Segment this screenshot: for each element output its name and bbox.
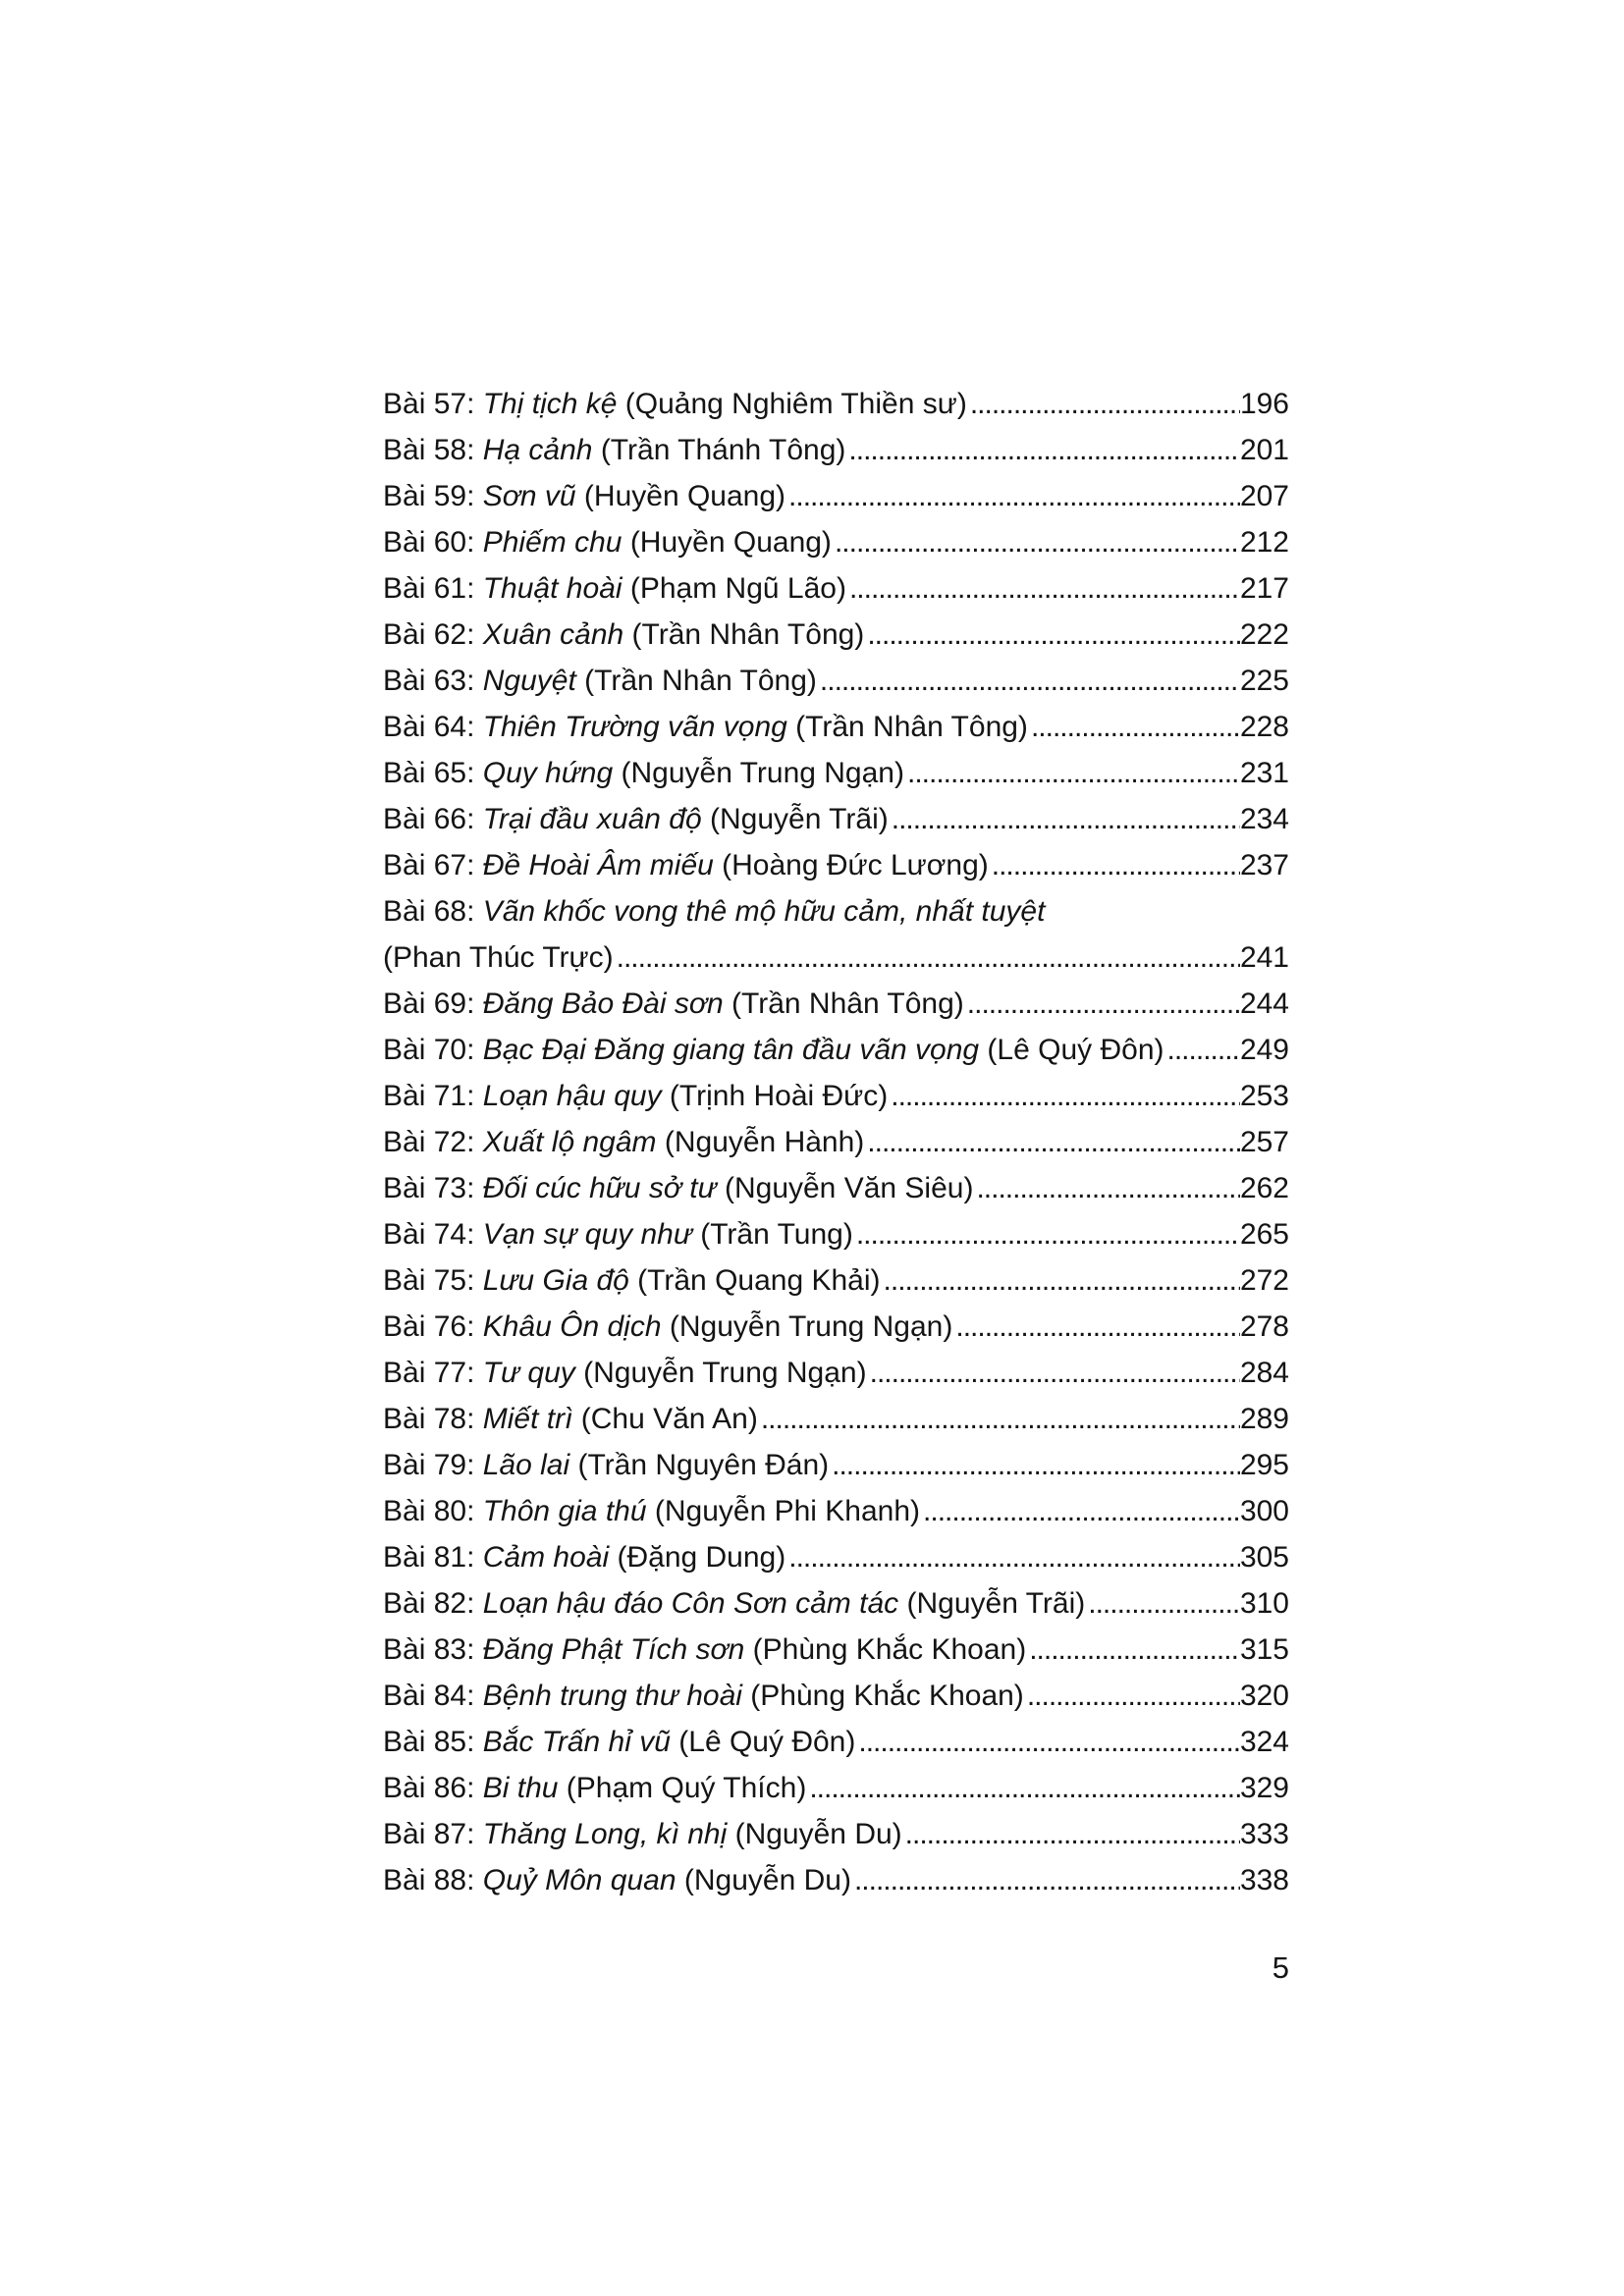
toc-entry-label (383, 1211, 853, 1257)
toc-entry-label (383, 1165, 973, 1211)
toc-page-number: 338 (1239, 1864, 1289, 1896)
entry-title: Đối cúc hữu sở tư (482, 1172, 717, 1204)
toc-entry-label (383, 658, 817, 704)
toc-entry-75 (383, 1257, 1289, 1304)
entry-title: Bệnh trung thư hoài (482, 1680, 742, 1712)
toc-entry-label (383, 934, 614, 981)
dot-leader (614, 934, 1240, 981)
entry-prefix: Bài 57: (383, 388, 483, 420)
dot-leader (806, 1765, 1240, 1811)
entry-author: (Trần Nguyên Đán) (569, 1449, 830, 1481)
entry-title: Quy hứng (482, 757, 614, 789)
toc-entry-label (383, 1488, 920, 1534)
toc-entry-83 (383, 1627, 1289, 1673)
entry-title: Vạn sự quy như (482, 1218, 692, 1251)
dot-leader (989, 842, 1240, 888)
entry-title: Loạn hậu quy (482, 1080, 662, 1112)
entry-prefix: Bài 84: (383, 1680, 483, 1712)
toc-page-number: 329 (1239, 1772, 1289, 1804)
toc-entry-69 (383, 981, 1289, 1027)
entry-author: (Phùng Khắc Khoan) (741, 1680, 1024, 1712)
toc-entry-label (383, 519, 832, 565)
toc-entry-64 (383, 704, 1289, 750)
toc-page-number: 228 (1239, 711, 1289, 743)
entry-prefix: Bài 69: (383, 988, 483, 1020)
entry-prefix: Bài 85: (383, 1726, 483, 1758)
entry-title: Xuân cảnh (482, 618, 624, 651)
entry-author: (Phan Thúc Trực) (383, 941, 614, 974)
toc-entry-label (383, 1719, 855, 1765)
dot-leader (920, 1488, 1240, 1534)
toc-entry-label (383, 565, 846, 612)
dot-leader (864, 1119, 1240, 1165)
toc-page-number: 262 (1239, 1172, 1289, 1204)
entry-title: Đăng Bảo Đài sơn (482, 988, 724, 1020)
toc-entry-88 (383, 1857, 1289, 1903)
entry-prefix: Bài 66: (383, 803, 483, 835)
entry-author: (Nguyễn Trung Ngạn) (574, 1357, 867, 1389)
toc-entry-label (383, 1857, 851, 1903)
entry-prefix: Bài 61: (383, 572, 483, 605)
toc-page-number: 234 (1239, 803, 1289, 835)
toc-page-number: 244 (1239, 988, 1289, 1020)
toc-entry-74 (383, 1211, 1289, 1257)
toc-entry-label (383, 981, 964, 1027)
entry-author: (Nguyễn Trãi) (898, 1587, 1086, 1620)
toc-entry-70 (383, 1027, 1289, 1073)
toc-page-number: 310 (1239, 1587, 1289, 1620)
entry-title: Bắc Trấn hỉ vũ (482, 1726, 671, 1758)
toc-entry-label (383, 1350, 867, 1396)
entry-author: (Đặng Dung) (609, 1541, 786, 1574)
toc-entry-label (383, 888, 1045, 934)
dot-leader (855, 1719, 1240, 1765)
toc-page-number: 241 (1239, 941, 1289, 974)
entry-prefix: Bài 59: (383, 480, 483, 512)
dot-leader (1164, 1027, 1240, 1073)
toc-entry-label (383, 704, 1028, 750)
toc-entry-82 (383, 1580, 1289, 1627)
entry-author: (Phạm Quý Thích) (558, 1772, 807, 1804)
toc-page-number: 315 (1239, 1633, 1289, 1666)
entry-title: Miết trì (482, 1403, 573, 1435)
toc-entry-label (383, 1580, 1085, 1627)
toc-page-number: 225 (1239, 665, 1289, 697)
entry-title: Thuật hoài (482, 572, 623, 605)
dot-leader (888, 1073, 1240, 1119)
entry-prefix: Bài 82: (383, 1587, 483, 1620)
dot-leader (785, 1534, 1240, 1580)
entry-prefix: Bài 78: (383, 1403, 483, 1435)
entry-prefix: Bài 79: (383, 1449, 483, 1481)
toc-entry-65 (383, 750, 1289, 796)
toc-entry-58 (383, 427, 1289, 473)
entry-title: Phiếm chu (482, 526, 623, 559)
entry-title: Cảm hoài (482, 1541, 610, 1574)
dot-leader (864, 612, 1240, 658)
toc-entry-label (383, 1396, 758, 1442)
toc-entry-label (383, 1811, 902, 1857)
entry-prefix: Bài 77: (383, 1357, 483, 1389)
dot-leader (1026, 1627, 1240, 1673)
entry-title: Xuất lộ ngâm (482, 1126, 657, 1158)
entry-title: Trại đầu xuân độ (482, 803, 702, 835)
dot-leader (1024, 1673, 1240, 1719)
entry-prefix: Bài 64: (383, 711, 483, 743)
entry-title: Quỷ Môn quan (482, 1864, 677, 1896)
toc-entry-label (383, 1673, 1024, 1719)
entry-author: (Trần Nhân Tông) (575, 665, 817, 697)
entry-prefix: Bài 83: (383, 1633, 483, 1666)
entry-author: (Nguyễn Phi Khanh) (646, 1495, 921, 1527)
entry-title: Khâu Ôn dịch (482, 1310, 662, 1343)
toc-entry-label (383, 1765, 806, 1811)
entry-title: Lão lai (482, 1449, 570, 1481)
toc-entry-label (383, 612, 864, 658)
toc-entry-68-line2 (383, 934, 1289, 981)
entry-author: (Trần Nhân Tông) (723, 988, 964, 1020)
dot-leader (904, 750, 1240, 796)
toc-entry-63 (383, 658, 1289, 704)
dot-leader (1028, 704, 1240, 750)
toc-entry-80 (383, 1488, 1289, 1534)
toc-entry-71 (383, 1073, 1289, 1119)
toc-entry-77 (383, 1350, 1289, 1396)
dot-leader (973, 1165, 1239, 1211)
toc-entry-label (383, 427, 845, 473)
entry-author: (Trần Tung) (691, 1218, 853, 1251)
toc-entry-86 (383, 1765, 1289, 1811)
entry-prefix: Bài 58: (383, 434, 483, 466)
entry-author: (Nguyễn Hành) (656, 1126, 865, 1158)
toc-page-number: 272 (1239, 1264, 1289, 1297)
toc-entry-78 (383, 1396, 1289, 1442)
dot-leader (851, 1857, 1240, 1903)
toc-page-number: 212 (1239, 526, 1289, 559)
toc-entry-87 (383, 1811, 1289, 1857)
toc-page-number: 300 (1239, 1495, 1289, 1527)
dot-leader (967, 381, 1240, 427)
folio-page-number: 5 (1272, 1950, 1289, 1985)
toc-entry-73 (383, 1165, 1289, 1211)
entry-author: (Nguyễn Văn Siêu) (716, 1172, 974, 1204)
entry-author: (Nguyễn Du) (676, 1864, 851, 1896)
toc-page-number: 284 (1239, 1357, 1289, 1389)
toc-page-number: 237 (1239, 849, 1289, 881)
toc-page-number: 324 (1239, 1726, 1289, 1758)
entry-prefix: Bài 72: (383, 1126, 483, 1158)
dot-leader (846, 565, 1240, 612)
dot-leader (889, 796, 1240, 842)
entry-author: (Nguyễn Trãi) (701, 803, 889, 835)
toc-page-number: 231 (1239, 757, 1289, 789)
entry-author: (Trần Quang Khải) (628, 1264, 881, 1297)
toc-entry-81 (383, 1534, 1289, 1580)
toc-entry-label (383, 1627, 1026, 1673)
toc-entry-60 (383, 519, 1289, 565)
entry-prefix: Bài 70: (383, 1034, 483, 1066)
entry-author: (Hoàng Đức Lương) (713, 849, 989, 881)
toc-page-number: 333 (1239, 1818, 1289, 1850)
toc-entry-label (383, 1304, 952, 1350)
entry-title: Tư quy (482, 1357, 575, 1389)
dot-leader (853, 1211, 1240, 1257)
toc-entry-label (383, 796, 889, 842)
entry-prefix: Bài 60: (383, 526, 483, 559)
entry-author: (Nguyễn Du) (727, 1818, 902, 1850)
toc-page-number: 207 (1239, 480, 1289, 512)
toc-entry-61 (383, 565, 1289, 612)
toc-page-number: 222 (1239, 618, 1289, 651)
entry-prefix: Bài 67: (383, 849, 483, 881)
entry-author: (Nguyễn Trung Ngạn) (613, 757, 904, 789)
entry-title: Thăng Long, kì nhị (482, 1818, 728, 1850)
toc-entry-66 (383, 796, 1289, 842)
entry-author: (Huyền Quang) (622, 526, 832, 559)
toc-entry-label (383, 1534, 785, 1580)
toc-entry-label (383, 473, 785, 519)
toc-page-number: 278 (1239, 1310, 1289, 1343)
toc-entry-67 (383, 842, 1289, 888)
toc-page-number: 217 (1239, 572, 1289, 605)
toc-entry-72 (383, 1119, 1289, 1165)
toc-entry-85 (383, 1719, 1289, 1765)
toc-entry-label (383, 750, 904, 796)
entry-author: (Huyền Quang) (575, 480, 786, 512)
dot-leader (817, 658, 1240, 704)
toc-entry-label (383, 1442, 829, 1488)
entry-prefix: Bài 87: (383, 1818, 483, 1850)
entry-author: (Trần Nhân Tông) (623, 618, 865, 651)
toc-entry-label (383, 1119, 864, 1165)
entry-title: Sơn vũ (482, 480, 576, 512)
toc-entry-68-line1 (383, 888, 1289, 934)
entry-title: Đăng Phật Tích sơn (482, 1633, 745, 1666)
entry-prefix: Bài 76: (383, 1310, 483, 1343)
dot-leader (829, 1442, 1240, 1488)
dot-leader (832, 519, 1240, 565)
toc-entry-label (383, 1073, 888, 1119)
entry-prefix: Bài 68: (383, 895, 483, 928)
entry-prefix: Bài 65: (383, 757, 483, 789)
entry-author: (Phạm Ngũ Lão) (622, 572, 846, 605)
toc-entry-79 (383, 1442, 1289, 1488)
toc-entry-62 (383, 612, 1289, 658)
table-of-contents (383, 381, 1289, 1903)
dot-leader (785, 473, 1240, 519)
entry-prefix: Bài 62: (383, 618, 483, 651)
entry-prefix: Bài 86: (383, 1772, 483, 1804)
entry-author: (Quảng Nghiêm Thiền sư) (617, 388, 967, 420)
dot-leader (867, 1350, 1240, 1396)
toc-page-number: 265 (1239, 1218, 1289, 1251)
entry-title: Bi thu (482, 1772, 559, 1804)
toc-page-number: 253 (1239, 1080, 1289, 1112)
toc-entry-label (383, 1257, 881, 1304)
entry-title: Đề Hoài Âm miếu (482, 849, 714, 881)
entry-prefix: Bài 63: (383, 665, 483, 697)
entry-title: Thiên Trường vãn vọng (482, 711, 787, 743)
toc-entry-label (383, 842, 989, 888)
entry-author: (Nguyễn Trung Ngạn) (661, 1310, 953, 1343)
toc-entry-label (383, 381, 967, 427)
entry-author: (Chu Văn An) (572, 1403, 758, 1435)
dot-leader (881, 1257, 1240, 1304)
toc-page-number: 196 (1239, 388, 1289, 420)
dot-leader (964, 981, 1240, 1027)
entry-author: (Phùng Khắc Khoan) (744, 1633, 1027, 1666)
dot-leader (758, 1396, 1240, 1442)
toc-entry-84 (383, 1673, 1289, 1719)
toc-page-number: 201 (1239, 434, 1289, 466)
entry-title: Vãn khốc vong thê mộ hữu cảm, nhất tuyệt (482, 895, 1046, 928)
entry-prefix: Bài 75: (383, 1264, 483, 1297)
dot-leader (845, 427, 1240, 473)
toc-page-number: 320 (1239, 1680, 1289, 1712)
entry-prefix: Bài 80: (383, 1495, 483, 1527)
entry-author: (Lê Quý Đôn) (670, 1726, 856, 1758)
entry-title: Thôn gia thú (482, 1495, 647, 1527)
entry-title: Hạ cảnh (482, 434, 593, 466)
entry-author: (Trần Nhân Tông) (786, 711, 1028, 743)
entry-author: (Trần Thánh Tông) (592, 434, 846, 466)
dot-leader (1085, 1580, 1240, 1627)
toc-entry-59 (383, 473, 1289, 519)
toc-page-number: 289 (1239, 1403, 1289, 1435)
entry-author: (Trịnh Hoài Đức) (661, 1080, 889, 1112)
entry-title: Bạc Đại Đăng giang tân đầu vãn vọng (482, 1034, 980, 1066)
toc-entry-76 (383, 1304, 1289, 1350)
toc-page-number: 305 (1239, 1541, 1289, 1574)
entry-title: Thị tịch kệ (482, 388, 618, 420)
entry-title: Lưu Gia độ (482, 1264, 629, 1297)
entry-prefix: Bài 88: (383, 1864, 483, 1896)
toc-page-number: 257 (1239, 1126, 1289, 1158)
toc-page-number: 249 (1239, 1034, 1289, 1066)
toc-page-number: 295 (1239, 1449, 1289, 1481)
entry-title: Loạn hậu đáo Côn Sơn cảm tác (482, 1587, 899, 1620)
toc-entry-label (383, 1027, 1164, 1073)
dot-leader (952, 1304, 1240, 1350)
entry-prefix: Bài 81: (383, 1541, 483, 1574)
entry-prefix: Bài 74: (383, 1218, 483, 1251)
entry-title: Nguyệt (482, 665, 576, 697)
dot-leader (902, 1811, 1240, 1857)
entry-prefix: Bài 73: (383, 1172, 483, 1204)
toc-entry-57 (383, 381, 1289, 427)
entry-author: (Lê Quý Đôn) (979, 1034, 1164, 1066)
entry-prefix: Bài 71: (383, 1080, 483, 1112)
